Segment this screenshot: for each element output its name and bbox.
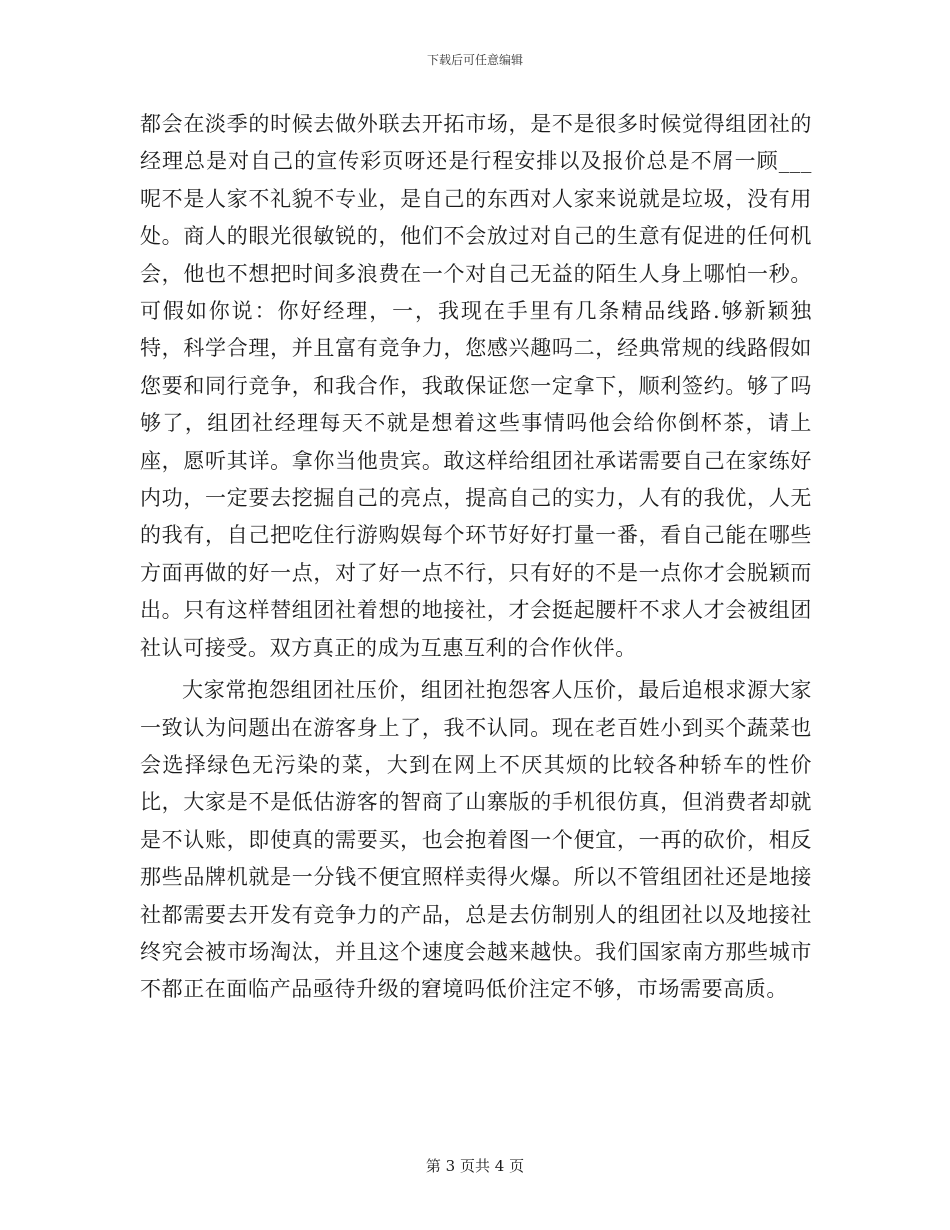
document-body — [140, 106, 812, 1009]
body-paragraph-1: 都会在淡季的时候去做外联去开拓市场，是不是很多时候觉得组团社的经理总是对自己的宣传彩页呀还是行程安排以及报价总是不屑一顾___呢不是人家不礼貌不专业，是自己的东西对人家来说就是垃圾，没有用处。商人的眼光很敏锐的，他们不会放过对自己的生意有促进的任何机会，他也不想把时间多浪费在一个对自己无益的陌生人身上哪怕一秒。可假如你说：你好经理，一，我现在手里有几条精品线路.够新颖独特，科学合理，并且富有竞争力，您感兴趣吗二，经典常规的线路假如您要和同行竞争，和我合作，我敢保证您一定拿下，顺利签约。够了吗够了，组团社经理每天不就是想着这些事情吗他会给你倒杯茶，请上座，愿听其详。拿你当他贵宾。敢这样给组团社承诺需要自己在家练好内功，一定要去挖掘自己的亮点，提高自己的实力，人有的我优，人无的我有，自己把吃住行游购娱每个环节好好打量一番，看自己能在哪些方面再做的好一点，对了好一点不行，只有好的不是一点你才会脱颖而出。只有这样替组团社着想的地接社，才会挺起腰杆不求人才会被组团社认可接受。双方真正的成为互惠互利的合作伙伴。 — [140, 112, 812, 660]
page-number: 第 3 页共 4 页 — [425, 1157, 525, 1175]
header-text: 下载后可任意编辑 — [426, 53, 523, 67]
page-header — [0, 52, 950, 68]
body-paragraph-2: 大家常抱怨组团社压价，组团社抱怨客人压价，最后追根求源大家一致认为问题出在游客身上了，我不认同。现在老百姓小到买个蔬菜也会选择绿色无污染的菜，大到在网上不厌其烦的比较各种轿车的性价比，大家是不是低估游客的智商了山寨版的手机很仿真，但消费者却就是不认账，即使真的需要买，也会抱着图一个便宜，一再的砍价，相反那些品牌机就是一分钱不便宜照样卖得火爆。所以不管组团社还是地接社都需要去开发有竞争力的产品，总是去仿制别人的组团社以及地接社终究会被市场淘汰，并且这个速度会越来越快。我们国家南方那些城市不都正在面临产品亟待升级的窘境吗低价注定不够，市场需要高质。 — [140, 678, 812, 1002]
page-footer — [0, 1156, 950, 1176]
